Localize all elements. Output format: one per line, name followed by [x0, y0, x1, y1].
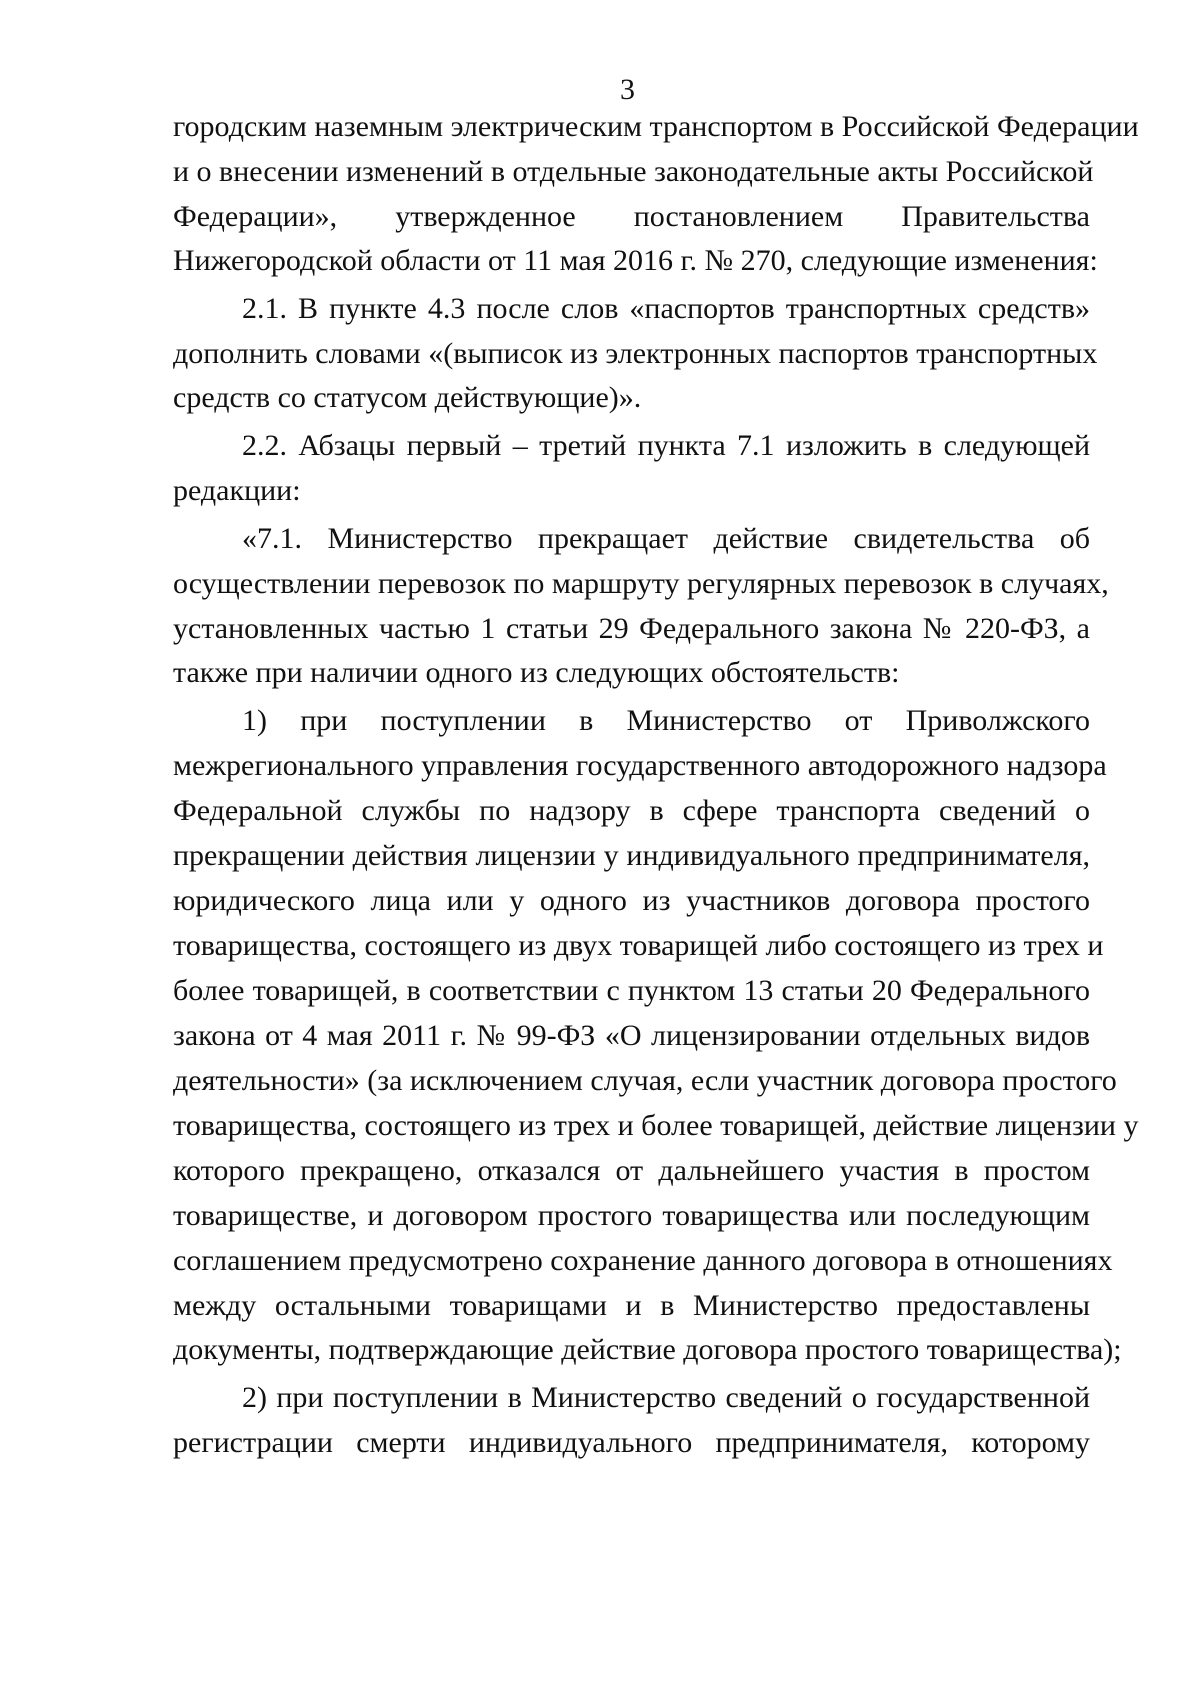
text-line: документы, подтверждающие действие договора простого товарищества);: [173, 1333, 1122, 1366]
text-line: также при наличии одного из следующих обстоятельств:: [173, 656, 900, 689]
text-line: Федеральной службы по надзору в сфере транспорта сведений о: [173, 794, 1090, 827]
text-line: более товарищей, в соответствии с пунктом 13 статьи 20 Федерального: [173, 974, 1090, 1007]
text-line: закона от 4 мая 2011 г. № 99-ФЗ «О лицензировании отдельных видов: [173, 1019, 1090, 1052]
text-line: товарищества, состоящего из двух товарищей либо состоящего из трех и: [173, 929, 1104, 962]
text-line: межрегионального управления государственного автодорожного надзора: [173, 749, 1107, 782]
text-line: Нижегородской области от 11 мая 2016 г. № 270, следующие изменения:: [173, 244, 1098, 277]
text-line: и о внесении изменений в отдельные законодательные акты Российской: [173, 155, 1094, 188]
text-line: между остальными товарищами и в Министерство предоставлены: [173, 1289, 1090, 1322]
text-line: редакции:: [173, 474, 301, 507]
text-line: юридического лица или у одного из участников договора простого: [173, 884, 1090, 917]
text-line: дополнить словами «(выписок из электронных паспортов транспортных: [173, 337, 1098, 370]
text-line: регистрации смерти индивидуального предпринимателя, которому: [173, 1426, 1090, 1459]
text-line: товариществе, и договором простого товарищества или последующим: [173, 1199, 1090, 1232]
text-line: соглашением предусмотрено сохранение данного договора в отношениях: [173, 1244, 1113, 1277]
text-line: 2.2. Абзацы первый – третий пункта 7.1 изложить в следующей: [242, 429, 1090, 462]
text-line: 1) при поступлении в Министерство от Приволжского: [242, 704, 1090, 737]
text-line: осуществлении перевозок по маршруту регулярных перевозок в случаях,: [173, 567, 1109, 600]
text-line: Федерации», утвержденное постановлением Правительства: [173, 200, 1090, 233]
text-line: 2.1. В пункте 4.3 после слов «паспортов транспортных средств»: [242, 292, 1090, 325]
text-line: городским наземным электрическим транспортом в Российской Федерации: [173, 110, 1139, 143]
text-line: прекращении действия лицензии у индивидуального предпринимателя,: [173, 839, 1090, 872]
text-line: «7.1. Министерство прекращает действие свидетельства об: [242, 522, 1090, 555]
text-line: которого прекращено, отказался от дальнейшего участия в простом: [173, 1154, 1090, 1187]
text-line: 2) при поступлении в Министерство сведений о государственной: [242, 1381, 1090, 1414]
text-line: товарищества, состоящего из трех и более товарищей, действие лицензии у: [173, 1109, 1139, 1142]
page-number: 3: [620, 73, 635, 106]
text-line: установленных частью 1 статьи 29 Федерального закона № 220-ФЗ, а: [173, 612, 1090, 645]
text-line: средств со статусом действующие)».: [173, 381, 642, 414]
text-line: деятельности» (за исключением случая, если участник договора простого: [173, 1064, 1117, 1097]
